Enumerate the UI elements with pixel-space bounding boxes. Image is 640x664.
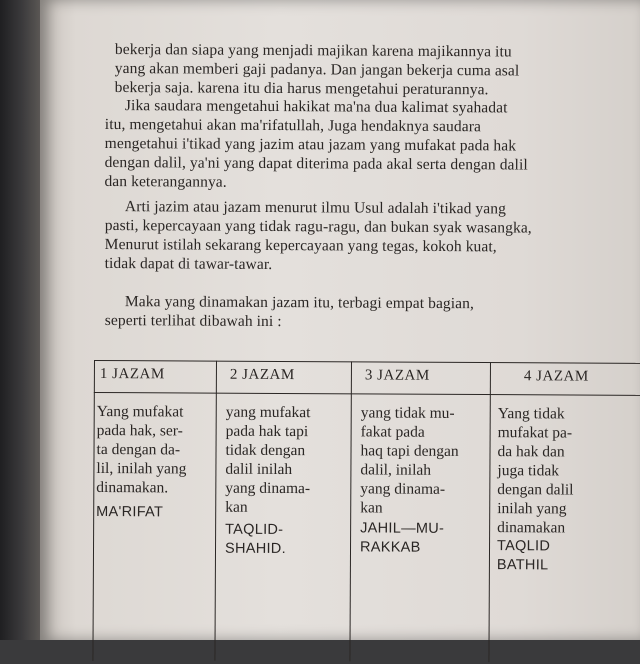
cell-line: yang dinama- (360, 480, 446, 498)
cell-line: yang tidak mu- (360, 404, 455, 422)
book-page (40, 0, 640, 640)
text-line: Jika saudara mengetahui hakikat ma'na dua kalimat syahadat (124, 97, 508, 117)
column-header: 4 JAZAM (523, 368, 589, 385)
column-body (497, 404, 574, 575)
cell-line: kan (360, 499, 383, 517)
cell-line: pada hak, ser- (96, 422, 183, 440)
cell-line: dinamakan (497, 519, 566, 537)
column-body (360, 403, 459, 558)
paragraph-4 (105, 292, 615, 333)
cell-line: dengan dalil (497, 481, 574, 499)
column-body (225, 403, 311, 559)
column-header: 2 JAZAM (229, 366, 295, 384)
text-line: Arti jazim atau jazam menurut ilmu Usul adalah i'tikad yang (124, 198, 507, 218)
term-label (96, 503, 186, 522)
text-line: Maka yang dinamakan jazam itu, terbagi empat bagian, (124, 293, 475, 313)
text-line: itu, mengetahui akan ma'rifatullah, Juga hendaknya saudara (104, 115, 482, 136)
cell-line: dalil inilah (225, 460, 293, 479)
paragraph-2 (104, 96, 605, 194)
book-spine-shadow (0, 0, 40, 640)
cell-line: tidak dengan (225, 441, 306, 460)
cell-line: Yang mufakat (96, 403, 184, 421)
cell-line: inilah yang (497, 500, 567, 518)
text-line: yang akan memberi gaji padanya. Dan jangan bekerja cuma asal (114, 59, 520, 80)
text-line: dan keterangannya. (104, 172, 227, 191)
cell-line: lil, inilah yang (96, 460, 187, 478)
text-line: bekerja saja. karena itu dia harus mengetahui peraturannya. (114, 78, 489, 99)
cell-line: kan (225, 498, 248, 516)
term-line: SHAHID. (224, 540, 286, 558)
term-line: TAQLID- (225, 521, 284, 538)
text-line: Menurut istilah sekarang kepercayaan yang tegas, kokoh kuat, (104, 235, 497, 256)
cell-line: Yang tidak (497, 405, 565, 423)
cell-line: fakat pada (360, 423, 425, 441)
paragraph-3 (105, 197, 610, 276)
column-header: 3 JAZAM (364, 367, 430, 384)
term-line: BATHIL (496, 557, 549, 574)
cell-line: ta dengan da- (96, 441, 181, 459)
text-line: tidak dapat di tawar-tawar. (104, 254, 273, 274)
term-line: MA'RIFAT (96, 504, 164, 521)
paragraph-1 (115, 40, 595, 100)
term-label (225, 521, 310, 559)
cell-line: dinamakan. (96, 479, 169, 497)
cell-line: haq tapi dengan (360, 442, 459, 460)
jazam-table (93, 360, 640, 643)
cell-line: da hak dan (497, 443, 565, 461)
text-line: mengetahui i'tikad yang jazim atau jazam yang mufakat pada hak (104, 134, 517, 155)
text-line: seperti terlihat dibawah ini : (104, 311, 282, 331)
cell-line: yang mufakat (225, 403, 311, 422)
term-label (497, 537, 573, 575)
term-line: JAHIL—MU- (360, 520, 445, 537)
term-line: RAKKAB (359, 539, 421, 556)
cell-line: mufakat pa- (497, 424, 573, 442)
text-line: dengan dalil, ya'ni yang dapat diterima pada akal serta dengan dalil (104, 153, 528, 174)
term-label (360, 519, 458, 558)
cell-line: pada hak tapi (225, 422, 309, 441)
column-body (96, 402, 187, 522)
text-line: bekerja dan siapa yang menjadi majikan karena majikannya itu (114, 40, 512, 61)
text-line: pasti, kepercayaan yang tidak ragu-ragu, dan bukan syak wasangka, (104, 216, 532, 237)
cell-line: juga tidak (497, 462, 560, 480)
column-header: 1 JAZAM (99, 366, 165, 383)
term-line: TAQLID (496, 538, 551, 555)
cell-line: dalil, inilah (360, 461, 432, 479)
cell-line: yang dinama- (225, 479, 311, 498)
